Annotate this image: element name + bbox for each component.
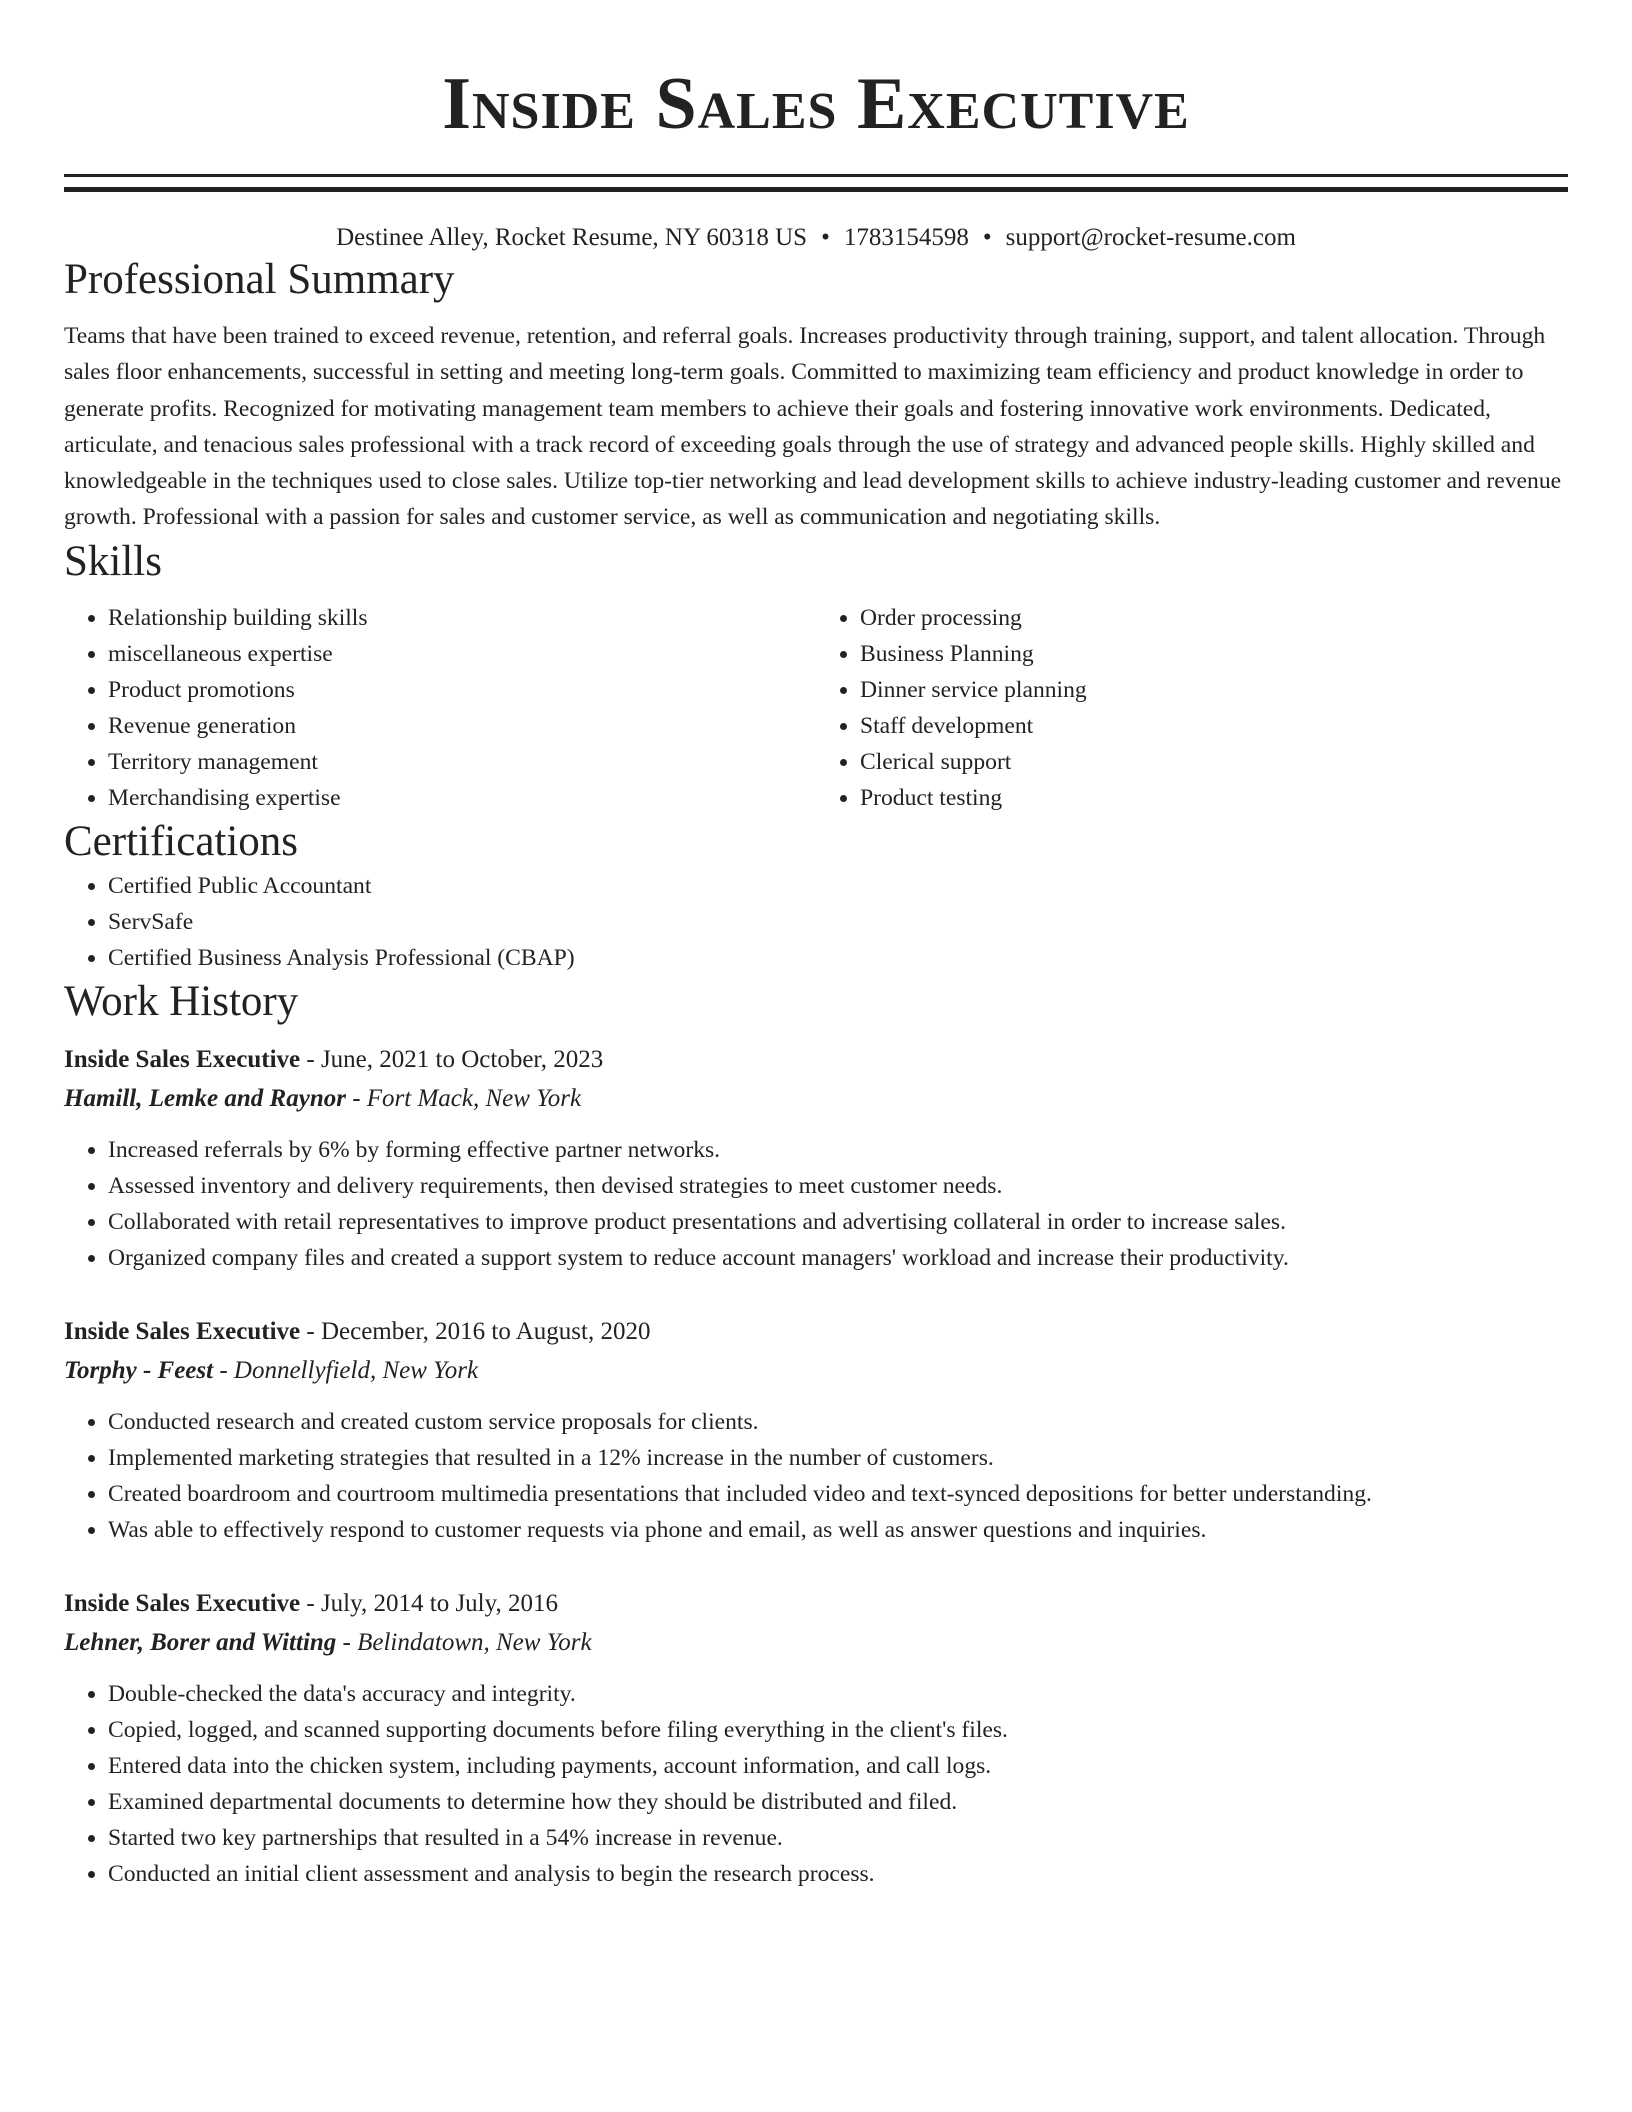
contact-email: support@rocket-resume.com bbox=[1005, 224, 1296, 251]
job-duty: • Examined departmental documents to determine how they should be distributed and filed. bbox=[108, 1784, 1568, 1820]
job-company: Torphy - Feest bbox=[64, 1356, 214, 1384]
skill-item: • Relationship building skills bbox=[108, 600, 816, 636]
job-title-line bbox=[64, 1312, 1568, 1351]
contact-line bbox=[64, 222, 1568, 254]
contact-phone: 1783154598 bbox=[843, 224, 969, 251]
certification-item: • ServSafe bbox=[108, 904, 1568, 940]
job-duty: • Increased referrals by 6% by forming effective partner networks. bbox=[108, 1132, 1568, 1168]
summary-heading: Professional Summary bbox=[64, 256, 455, 303]
job-duty: • Assessed inventory and delivery requirements, then devised strategies to meet customer needs. bbox=[108, 1168, 1568, 1204]
contact-address: Destinee Alley, Rocket Resume, NY 60318 US bbox=[336, 224, 808, 251]
job-title: Inside Sales Executive bbox=[64, 1589, 301, 1617]
title-divider bbox=[64, 174, 1568, 192]
certification-item: • Certified Public Accountant bbox=[108, 868, 1568, 904]
job-company: Lehner, Borer and Witting bbox=[64, 1628, 337, 1656]
job-title-line bbox=[64, 1040, 1568, 1079]
skills-list-left bbox=[64, 600, 816, 816]
skill-item: • miscellaneous expertise bbox=[108, 636, 816, 672]
skills-columns bbox=[64, 600, 1568, 816]
skill-item: • Product promotions bbox=[108, 672, 816, 708]
job-location: - Donnellyfield, New York bbox=[213, 1356, 479, 1384]
job-duty: • Copied, logged, and scanned supporting documents before filing everything in the client's files. bbox=[108, 1712, 1568, 1748]
job-duty: • Was able to effectively respond to customer requests via phone and email, as well as answer questions and inquiries. bbox=[108, 1512, 1568, 1548]
job-duties-list bbox=[64, 1132, 1568, 1276]
job-duty: • Conducted an initial client assessment and analysis to begin the research process. bbox=[108, 1856, 1568, 1892]
job-duty: • Started two key partnerships that resulted in a 54% increase in revenue. bbox=[108, 1820, 1568, 1856]
contact-separator: • bbox=[821, 224, 830, 251]
skill-item: • Dinner service planning bbox=[860, 672, 1568, 708]
certifications-list bbox=[64, 868, 1568, 976]
skill-item: • Order processing bbox=[860, 600, 1568, 636]
work-history-heading: Work History bbox=[64, 977, 299, 1025]
job-title-line bbox=[64, 1584, 1568, 1623]
certifications-heading: Certifications bbox=[64, 817, 299, 865]
job-location: - Belindatown, New York bbox=[336, 1628, 592, 1656]
job-company-line bbox=[64, 1079, 1568, 1118]
job-entry bbox=[64, 1584, 1568, 1892]
job-title: Inside Sales Executive bbox=[64, 1045, 301, 1073]
job-entry bbox=[64, 1312, 1568, 1548]
job-entry bbox=[64, 1040, 1568, 1276]
job-company-line bbox=[64, 1623, 1568, 1662]
job-duties-list bbox=[64, 1404, 1568, 1548]
job-duty: • Collaborated with retail representatives to improve product presentations and advertising collateral in order to increase sales. bbox=[108, 1204, 1568, 1240]
job-company: Hamill, Lemke and Raynor bbox=[64, 1084, 346, 1112]
job-dates: - July, 2014 to July, 2016 bbox=[300, 1589, 558, 1617]
skill-item: • Business Planning bbox=[860, 636, 1568, 672]
skill-item: • Merchandising expertise bbox=[108, 780, 816, 816]
skill-item: • Territory management bbox=[108, 744, 816, 780]
skill-item: • Product testing bbox=[860, 780, 1568, 816]
job-duties-list bbox=[64, 1676, 1568, 1892]
job-location: - Fort Mack, New York bbox=[345, 1084, 582, 1112]
job-dates: - June, 2021 to October, 2023 bbox=[300, 1045, 604, 1073]
summary-text: Teams that have been trained to exceed revenue, retention, and referral goals. Increases productivity through training, support, and talent allocation. Through sales floor enhancements, successful in setting and meeting long-term goals. Committed to maximizing team efficiency and product knowledge in order to generate profits. Recognized for motivating management team members to achieve their goals and fostering innovative work environments. Dedicated, articulate, and tenacious sales professional with a track record of exceeding goals through the use of strategy and advanced people skills. Highly skilled and knowledgeable in the techniques used to close sales. Utilize top-tier networking and lead development skills to achieve industry-leading customer and revenue growth. Professional with a passion for sales and customer service, as well as communication and negotiating skills. bbox=[64, 323, 1562, 531]
job-duty: • Implemented marketing strategies that resulted in a 12% increase in the number of customers. bbox=[108, 1440, 1568, 1476]
job-duty: • Created boardroom and courtroom multimedia presentations that included video and text-synced depositions for better understanding. bbox=[108, 1476, 1568, 1512]
contact-separator: • bbox=[982, 224, 992, 251]
job-company-line bbox=[64, 1351, 1568, 1390]
skills-heading: Skills bbox=[64, 537, 162, 585]
job-duty: • Double-checked the data's accuracy and integrity. bbox=[108, 1676, 1568, 1712]
skill-item: • Staff development bbox=[860, 708, 1568, 744]
skills-list-right bbox=[816, 600, 1568, 816]
resume-title: Inside Sales Executive bbox=[442, 63, 1190, 145]
job-duty: • Conducted research and created custom service proposals for clients. bbox=[108, 1404, 1568, 1440]
job-duty: • Organized company files and created a support system to reduce account managers' workload and increase their productivity. bbox=[108, 1240, 1568, 1276]
certification-item: • Certified Business Analysis Professional (CBAP) bbox=[108, 940, 1568, 976]
job-title: Inside Sales Executive bbox=[64, 1317, 301, 1345]
job-dates: - December, 2016 to August, 2020 bbox=[300, 1317, 651, 1345]
skill-item: • Revenue generation bbox=[108, 708, 816, 744]
job-duty: • Entered data into the chicken system, including payments, account information, and call logs. bbox=[108, 1748, 1568, 1784]
skill-item: • Clerical support bbox=[860, 744, 1568, 780]
